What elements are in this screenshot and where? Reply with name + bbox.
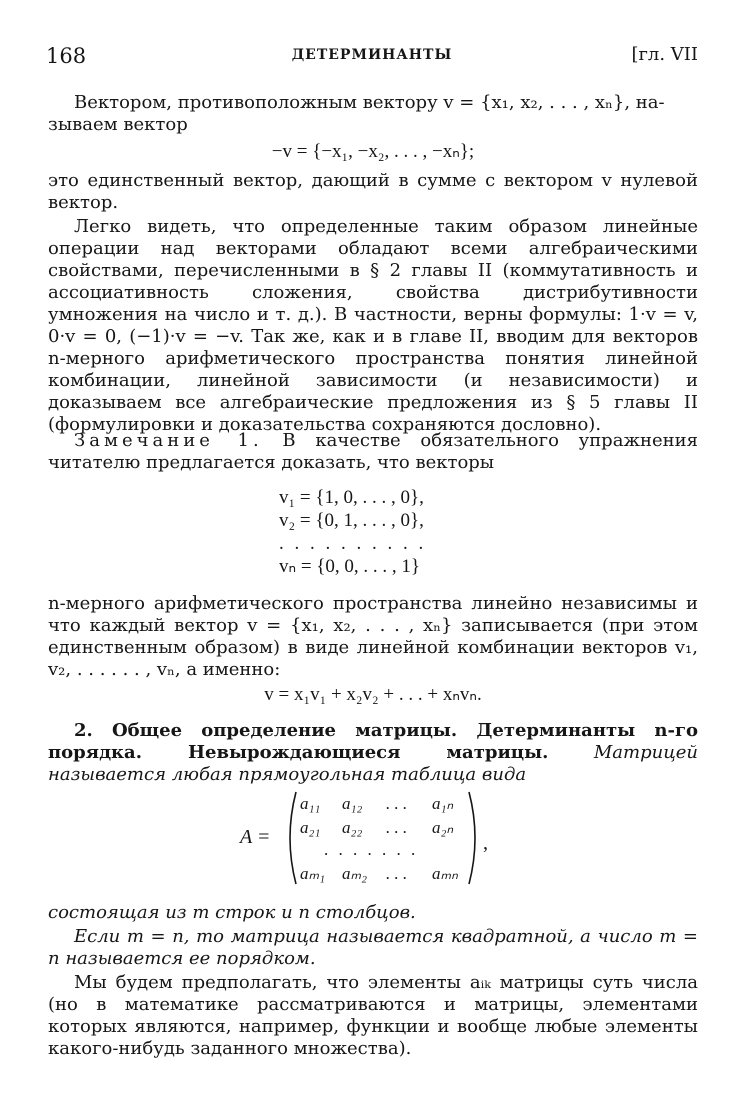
left-paren — [284, 790, 298, 886]
remark-text: В качестве обязательного упражнения читателю предлагается доказать, что векторы — [48, 430, 698, 473]
cell-a22: a₂₂ — [342, 818, 363, 837]
square-matrix-paragraph: Если m = n, то матрица называется квадратной, а число m = n называется ее порядком. — [48, 926, 698, 969]
chapter-label: [гл. VII — [631, 44, 698, 65]
cell-a11: a₁₁ — [300, 794, 321, 813]
cell-dots-1: . . . — [386, 794, 408, 813]
vector-v2: v₂ = {0, 1, . . . , 0}, — [279, 510, 424, 531]
cell-a12: a₁₂ — [342, 794, 363, 813]
opposite-vector-line2: зываем вектор — [48, 114, 188, 135]
matrix-elements-paragraph: Мы будем предполагать, что элементы aᵢₖ матрицы суть числа (но в математике рассматриваются и матрицы, элементами которых являются, например, функции и вообще любые элементы какого-нибудь заданного множества). — [48, 972, 698, 1059]
cell-am2: aₘ₂ — [342, 864, 368, 883]
cell-dots-2: . . . — [386, 818, 408, 837]
cell-a21: a₂₁ — [300, 818, 321, 837]
matrix-dots-row: . . . . . . . — [324, 840, 419, 859]
matrix-definition: Матрицей называется любая прямоугольная таблица вида — [48, 742, 699, 785]
remark-label: Замечание 1. — [74, 430, 263, 451]
cell-amn: aₘₙ — [432, 864, 458, 883]
vector-v1: v₁ = {1, 0, . . . , 0}, — [279, 487, 424, 508]
opposite-vector-line1: Вектором, противоположным вектору v = {x₁, x₂, . . . , xₙ}, на- — [74, 92, 665, 113]
cell-a2n: a₂ₙ — [432, 818, 454, 837]
linear-operations-paragraph: Легко видеть, что определенные таким образом линейные операции над векторами обладают всеми алгебраическими свойствами, перечисленными в § 2 главы II (коммутативность и ассоциативность сложения, свойства дистрибутивности умножения на число и т. д.). В частности, верны формулы: 1·v = v, 0·v = 0, (−1)·v = −v. Так же, как и в главе II, вводим для векторов n-мерного арифметического пространства понятия линейной комбинации, линейной зависимости (и независимости) и доказываем все алгебраические предложения из § 5 главы II (формулировки и доказательства сохраняются дословно). — [48, 216, 698, 435]
vector-vn: vₙ = {0, 0, . . . , 1} — [279, 556, 421, 577]
matrix-name: A = — [240, 826, 271, 848]
matrix-comma: , — [483, 832, 488, 854]
right-paren — [467, 790, 481, 886]
page-number: 168 — [46, 44, 87, 68]
basis-vectors — [279, 486, 426, 578]
zero-vector-paragraph: это единственный вектор, дающий в сумме с вектором v нулевой вектор. — [48, 170, 698, 213]
independence-paragraph: n-мерного арифметического пространства линейно независимы и что каждый вектор v = {x₁, x₂, . . . , xₙ} записывается (при этом единственным образом) в виде линейной комбинации векторов v₁, v₂, . . . . . . , vₙ, а именно: — [48, 593, 698, 680]
page-header — [46, 44, 698, 68]
cell-am1: aₘ₁ — [300, 864, 326, 883]
section-title: 2. Общее определение матрицы. Детерминанты n-го порядка. Невырождающиеся матрицы. — [48, 720, 698, 763]
opposite-vector-formula: −v = {−x₁, −x₂, . . . , −xₙ}; — [271, 141, 475, 162]
matrix-size-sentence: состоящая из m строк и n столбцов. — [48, 902, 416, 923]
remark-paragraph — [48, 430, 698, 474]
cell-dots-m: . . . — [386, 864, 408, 883]
vector-dots: . . . . . . . . . . — [279, 533, 427, 554]
running-title: ДЕТЕРМИНАНТЫ — [291, 47, 453, 63]
cell-a1n: a₁ₙ — [432, 794, 454, 813]
decomposition-formula: v = x₁v₁ + x₂v₂ + . . . + xₙvₙ. — [264, 684, 482, 705]
matrix-display — [240, 790, 540, 890]
section-2-paragraph — [48, 720, 698, 786]
